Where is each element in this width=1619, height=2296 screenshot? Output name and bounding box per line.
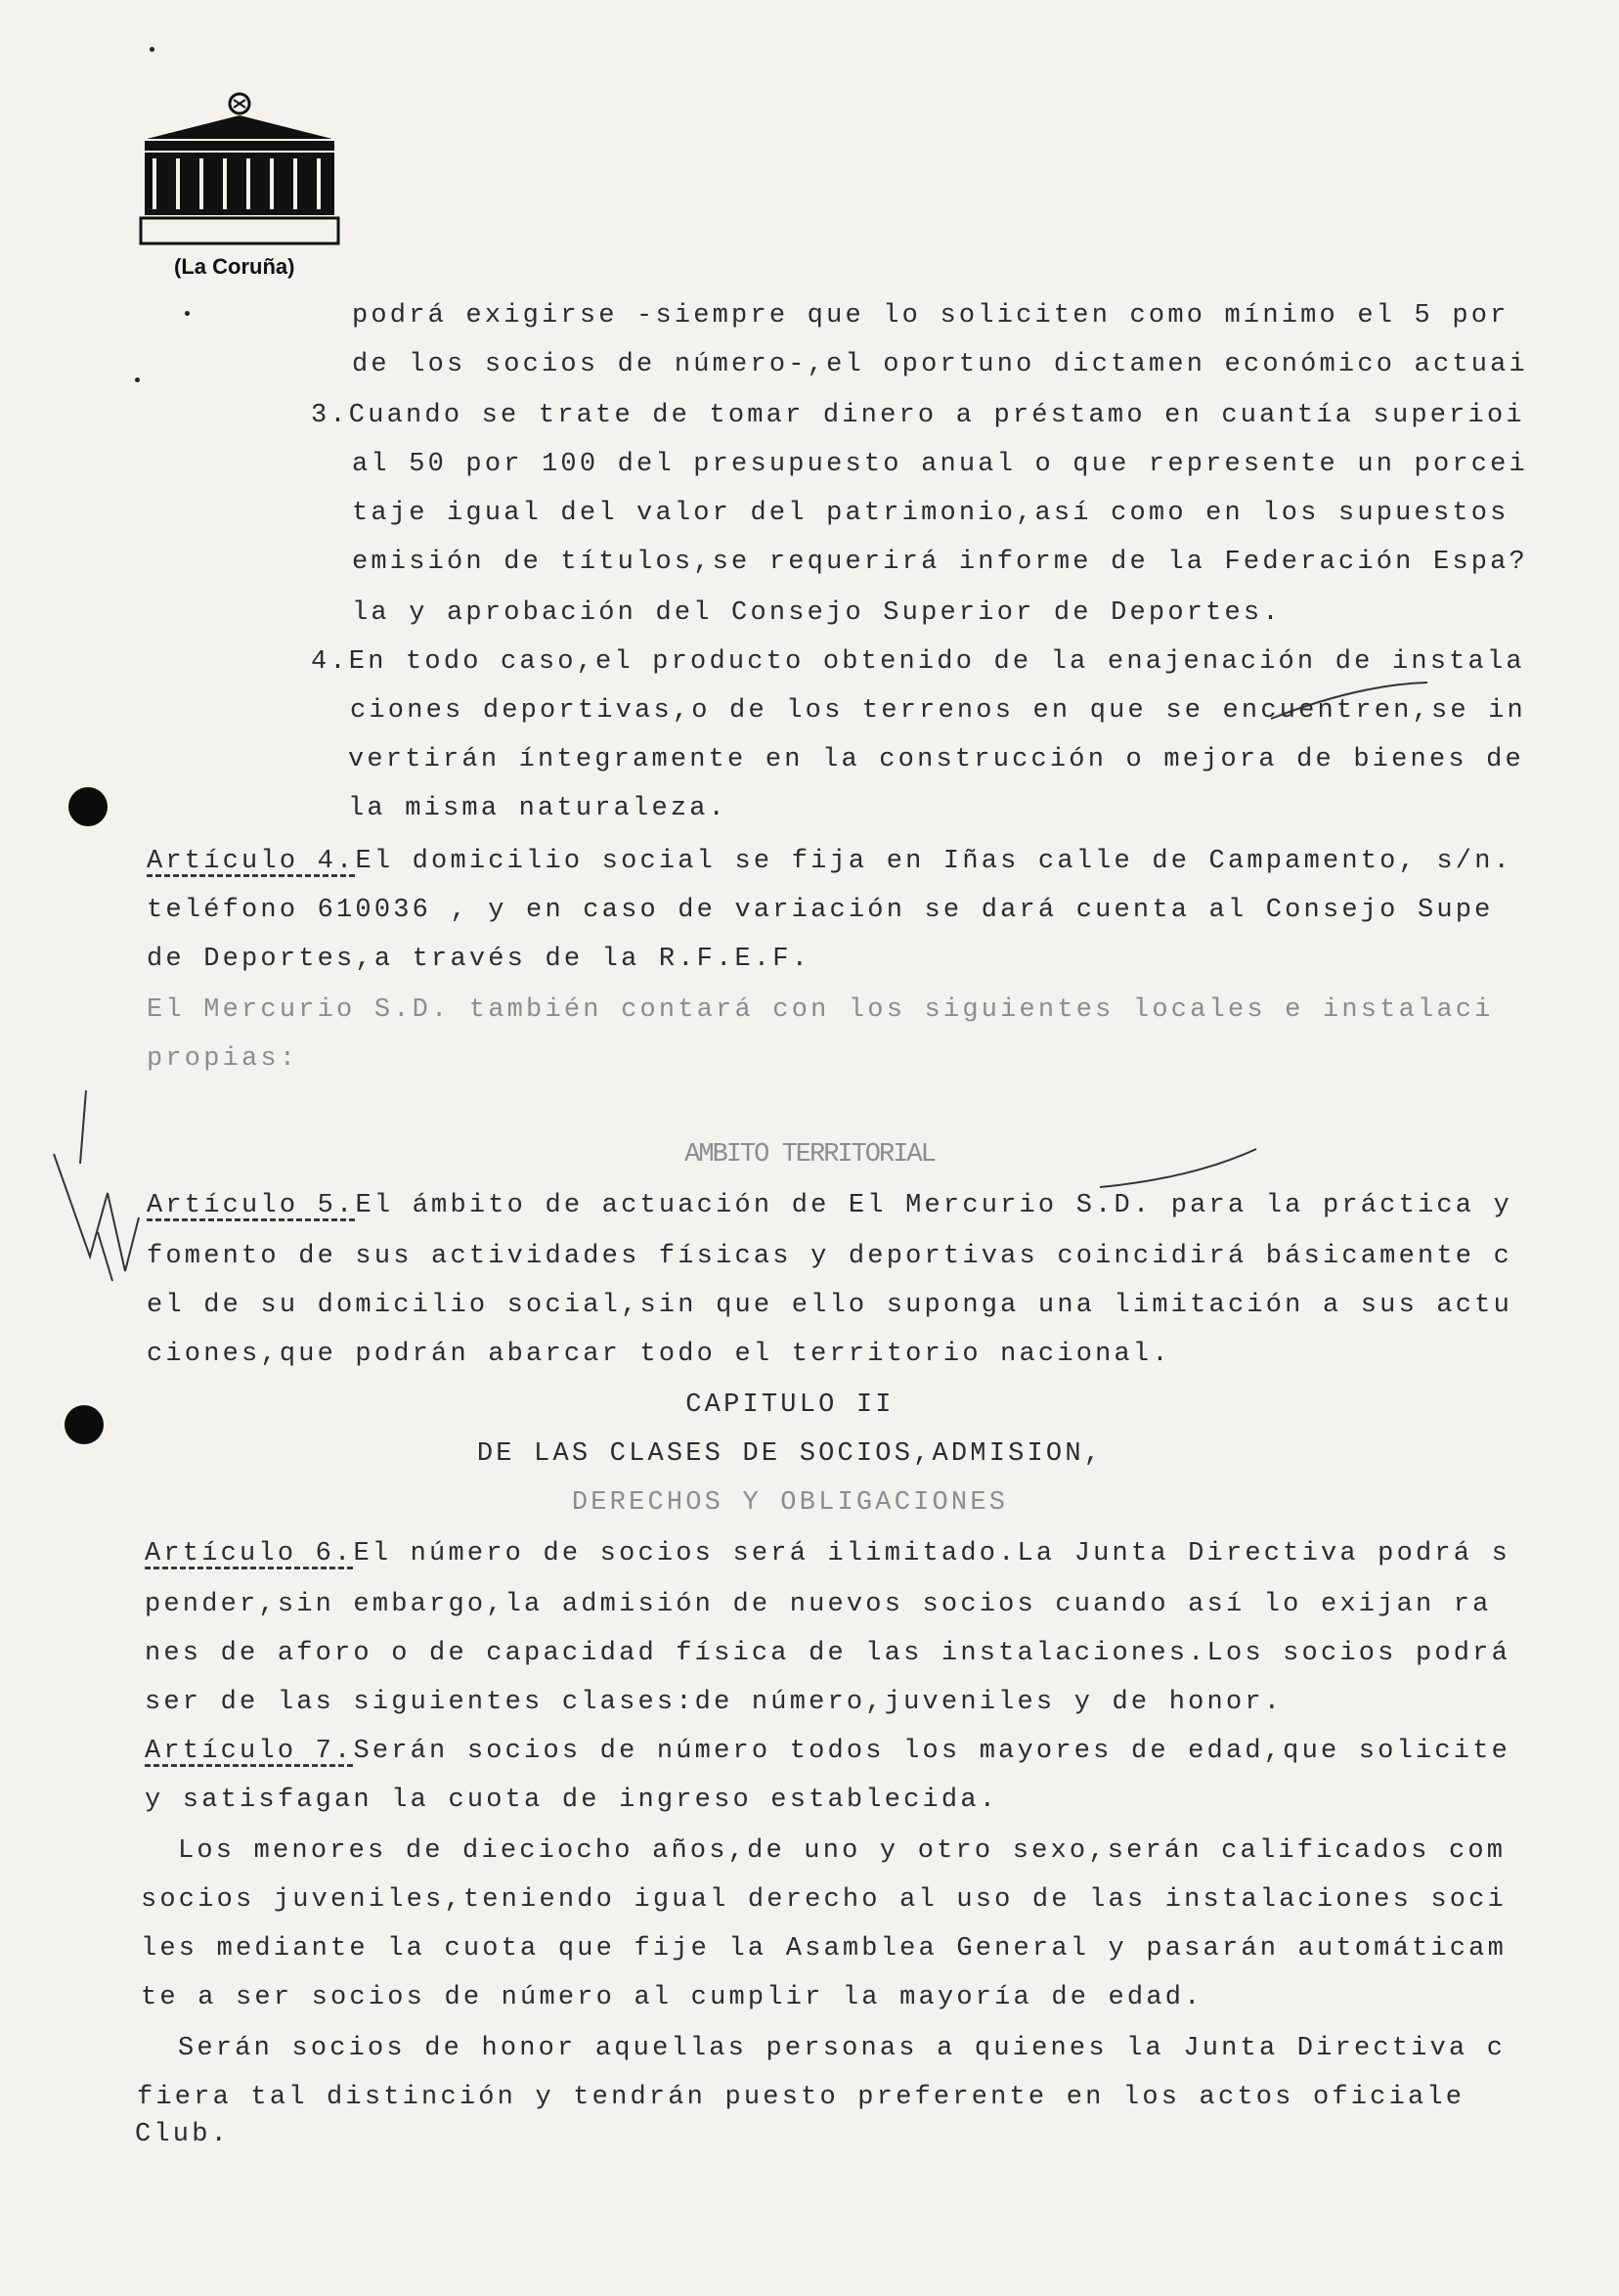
text-line: el de su domicilio social,sin que ello suponga una limitación a sus actu — [147, 1291, 1512, 1320]
text-line: de los socios de número-,el oportuno dictamen económico actuai — [352, 350, 1528, 379]
text-line: El Mercurio S.D. también contará con los siguientes locales e instalaci — [147, 995, 1494, 1025]
chapter-subheading: DE LAS CLASES DE SOCIOS,ADMISION, — [476, 1439, 1104, 1469]
text-line: pender,sin embargo,la admisión de nuevos socios cuando así lo exijan ra — [145, 1590, 1492, 1619]
article-5-heading: Artículo 5. — [147, 1191, 356, 1220]
text-line: fiera tal distinción y tendrán puesto preferente en los actos oficiale — [137, 2083, 1466, 2112]
article-4-line: Artículo 4.El domicilio social se fija en Iñas calle de Campamento, s/n. — [147, 847, 1512, 876]
ink-speck — [150, 47, 154, 52]
text-line: fomento de sus actividades físicas y deportivas coincidirá básicamente c — [147, 1242, 1512, 1271]
text-line: vertirán íntegramente en la construcción o mejora de bienes de — [348, 745, 1524, 774]
mercurio-logo — [137, 90, 342, 246]
text-line: la y aprobación del Consejo Superior de Deportes. — [352, 598, 1282, 628]
logo-city: (La Coruña) — [174, 254, 295, 279]
text-line: te a ser socios de número al cumplir la mayoría de edad. — [141, 1983, 1203, 2012]
text-line: emisión de títulos,se requerirá informe de la Federación Espa? — [352, 548, 1528, 577]
text-line: taje igual del valor del patrimonio,así como en los supuestos — [352, 499, 1510, 528]
article-5-line: Artículo 5.El ámbito de actuación de El Mercurio S.D. para la práctica y — [147, 1191, 1512, 1220]
article-6-heading: Artículo 6. — [145, 1539, 354, 1568]
text-line: ciones deportivas,o de los terrenos en que se encuentren,se in — [350, 696, 1526, 726]
binder-hole-top — [68, 787, 108, 826]
text-line: propias: — [147, 1044, 299, 1074]
text-line: les mediante la cuota que fije la Asamblea General y pasarán automáticam — [141, 1934, 1507, 1964]
text-line: nes de aforo o de capacidad física de las instalaciones.Los socios podrá — [145, 1639, 1510, 1668]
article-6-line: Artículo 6.El número de socios será ilimitado.La Junta Directiva podrá s — [145, 1539, 1510, 1568]
text-line: socios juveniles,teniendo igual derecho al uso de las instalaciones soci — [141, 1885, 1507, 1915]
section-heading: AMBITO TERRITORIAL — [684, 1140, 935, 1170]
chapter-subheading: DERECHOS Y OBLIGACIONES — [571, 1488, 1009, 1518]
article-7-line: Artículo 7.Serán socios de número todos los mayores de edad,que solicite — [145, 1737, 1510, 1766]
ink-speck — [185, 311, 190, 316]
text-line: 4.En todo caso,el producto obtenido de la enajenación de instala — [311, 647, 1525, 677]
text-line: 3.Cuando se trate de tomar dinero a préstamo en cuantía superioi — [311, 401, 1525, 430]
text-line: de Deportes,a través de la R.F.E.F. — [147, 945, 811, 974]
text-line: Los menores de dieciocho años,de uno y otro sexo,serán calificados com — [178, 1836, 1507, 1866]
article-7-heading: Artículo 7. — [145, 1737, 354, 1766]
text-line: teléfono 610036 , y en caso de variación se dará cuenta al Consejo Supe — [147, 896, 1494, 925]
text-line: Club. — [135, 2120, 231, 2149]
text-line: y satisfagan la cuota de ingreso establecida. — [145, 1786, 999, 1815]
ink-speck — [135, 377, 140, 382]
text-line: ser de las siguientes clases:de número,juveniles y de honor. — [145, 1688, 1284, 1717]
text-line: Serán socios de honor aquellas personas a quienes la Junta Directiva c — [178, 2034, 1507, 2063]
text-line: la misma naturaleza. — [348, 794, 728, 823]
text-line: al 50 por 100 del presupuesto anual o que represente un porcei — [352, 450, 1528, 479]
text-line: podrá exigirse -siempre que lo soliciten como mínimo el 5 por — [352, 301, 1510, 331]
article-4-heading: Artículo 4. — [147, 847, 356, 876]
chapter-heading: CAPITULO II — [685, 1391, 895, 1420]
text-line: ciones,que podrán abarcar todo el territorio nacional. — [147, 1340, 1171, 1369]
